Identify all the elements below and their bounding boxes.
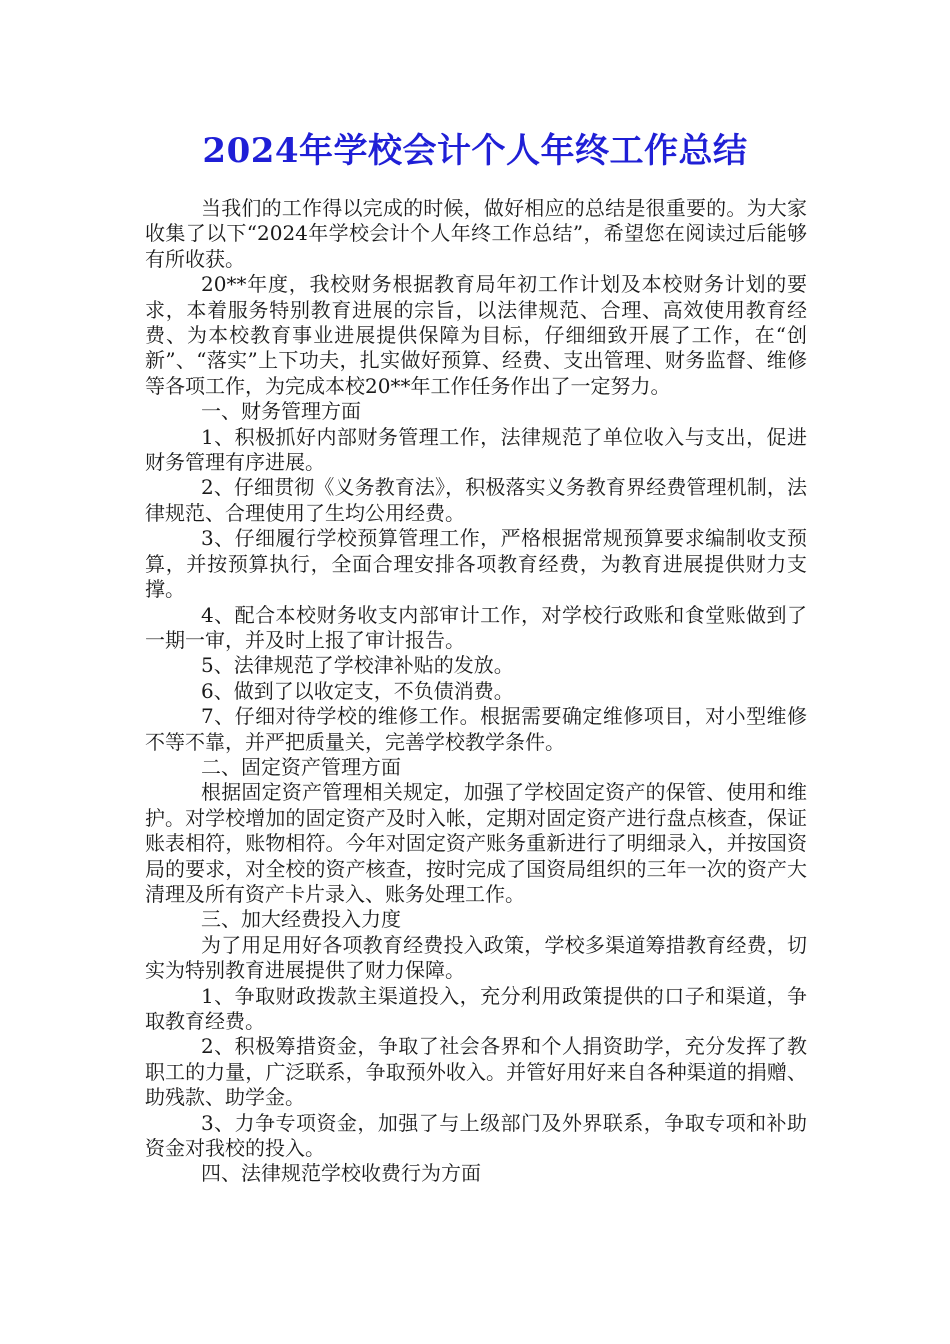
section-heading-fees: 四、法律规范学校收费行为方面 (201, 1161, 481, 1186)
section-heading-fixed-assets: 二、固定资产管理方面 (201, 754, 401, 779)
list-item: 3、仔细履行学校预算管理工作，严格根据常规预算要求编制收支预算，并按预算执行，全面合理安排各项教育经费，为教育进展提供财力支撑。 (145, 526, 807, 602)
list-item: 2、仔细贯彻《义务教育法》，积极落实义务教育界经费管理机制，法律规范、合理使用了生均公用经费。 (145, 475, 807, 525)
list-item: 1、争取财政拨款主渠道投入，充分利用政策提供的口子和渠道，争取教育经费。 (145, 983, 807, 1033)
section-heading-funding: 三、加大经费投入力度 (201, 907, 401, 932)
document-body (145, 196, 807, 1187)
list-item: 5、法律规范了学校津补贴的发放。 (201, 653, 514, 678)
list-item: 7、仔细对待学校的维修工作。根据需要确定维修项目，对小型维修不等不靠，并严把质量关，完善学校教学条件。 (145, 704, 807, 754)
paragraph-funding: 为了用足用好各项教育经费投入政策，学校多渠道筹措教育经费，切实为特别教育进展提供了财力保障。 (145, 932, 807, 983)
list-item: 6、做到了以收定支，不负债消费。 (201, 678, 514, 703)
list-item: 3、力争专项资金，加强了与上级部门及外界联系，争取专项和补助资金对我校的投入。 (145, 1110, 807, 1161)
section-heading-finance: 一、财务管理方面 (201, 399, 361, 424)
list-item: 4、配合本校财务收支内部审计工作，对学校行政账和食堂账做到了一期一审，并及时上报了审计报告。 (145, 602, 807, 652)
document-title: 2024年学校会计个人年终工作总结 (202, 131, 748, 171)
list-item: 1、积极抓好内部财务管理工作，法律规范了单位收入与支出，促进财务管理有序进展。 (145, 424, 807, 475)
paragraph-overview: 20**年度，我校财务根据教育局年初工作计划及本校财务计划的要求，本着服务特别教育进展的宗旨，以法律规范、合理、高效使用教育经费、为本校教育事业进展提供保障为目标，仔细细致开展了工作，在“创新”、“落实”上下功夫，扎实做好预算、经费、支出管理、财务监督、维修等各项工作，为完成本校20**年工作任务作出了一定努力。 (145, 272, 807, 398)
list-item: 2、积极筹措资金，争取了社会各界和个人捐资助学，充分发挥了教职工的力量，广泛联系，争取预外收入。并管好用好来自各种渠道的捐赠、助残款、助学金。 (145, 1034, 807, 1110)
paragraph-fixed-assets: 根据固定资产管理相关规定，加强了学校固定资产的保管、使用和维护。对学校增加的固定资产及时入帐，定期对固定资产进行盘点核查，保证账表相符，账物相符。今年对固定资产账务重新进行了明细录入，并按国资局的要求，对全校的资产核查，按时完成了国资局组织的三年一次的资产大清理及所有资产卡片录入、账务处理工作。 (145, 780, 807, 906)
paragraph-intro: 当我们的工作得以完成的时候，做好相应的总结是很重要的。为大家收集了以下“2024年学校会计个人年终工作总结”，希望您在阅读过后能够有所收获。 (145, 196, 807, 271)
